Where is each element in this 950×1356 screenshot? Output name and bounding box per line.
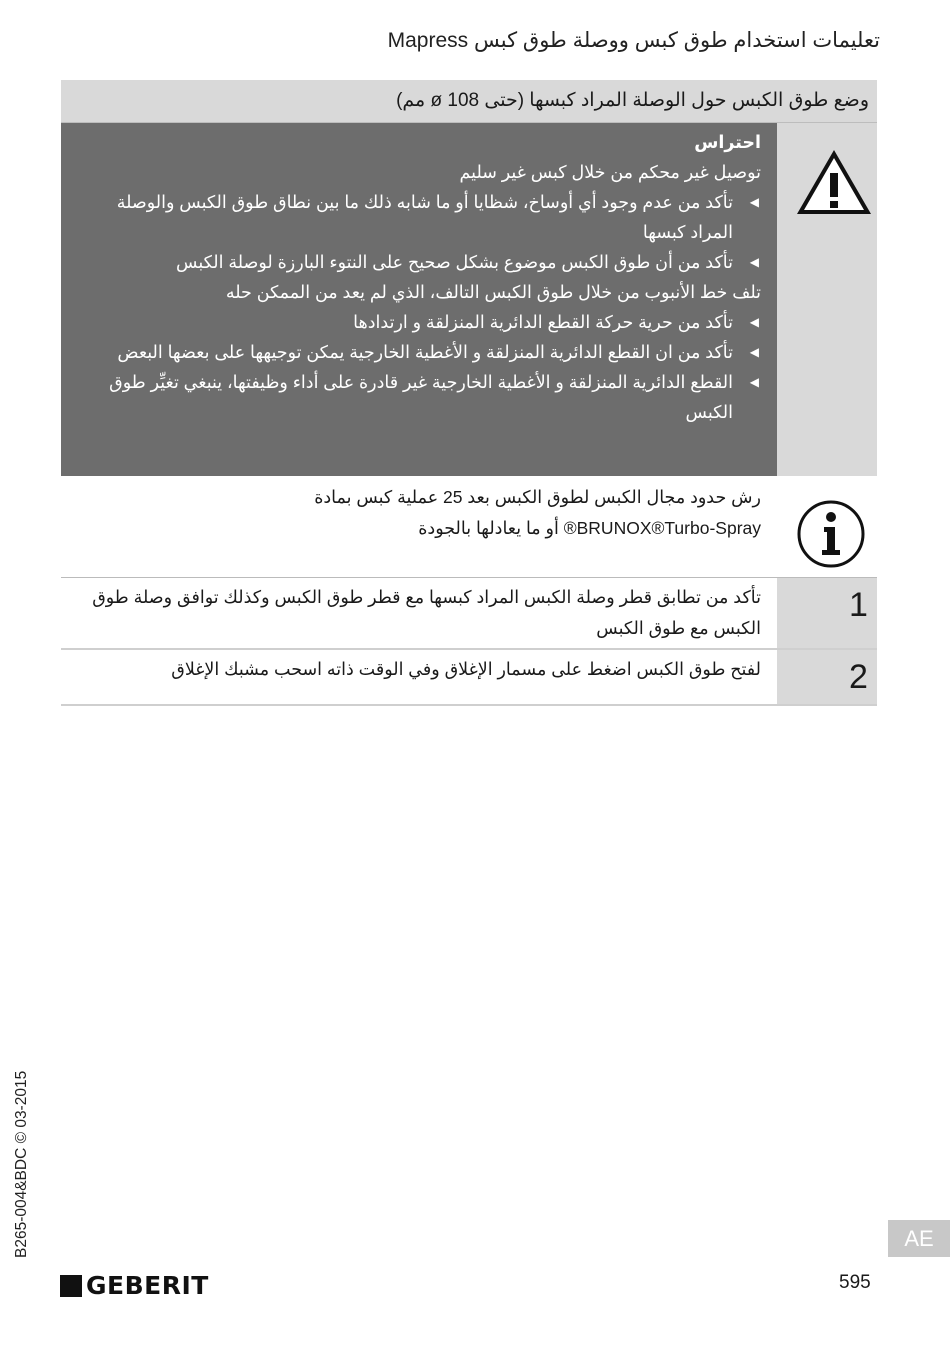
logo-square-icon xyxy=(60,1275,82,1297)
warning-block xyxy=(61,123,877,476)
warning-title: احتراس xyxy=(694,132,761,152)
warning-note: تلف خط الأنبوب من خلال طوق الكبس التالف، الذي لم يعد من الممكن حله xyxy=(225,282,761,302)
instruction-table xyxy=(61,80,877,706)
brand-name: GEBERIT xyxy=(86,1271,209,1300)
warning-bullet: ◀ تأكد من ان القطع الدائرية المنزلقة و الأغطية الخارجية يمكن توجيهها على بعضها البعض xyxy=(71,337,761,367)
info-text xyxy=(61,476,777,577)
warning-subtitle: توصيل غير محكم من خلال كبس غير سليم xyxy=(459,162,761,182)
warning-text xyxy=(61,123,777,476)
document-title: تعليمات استخدام طوق كبس ووصلة طوق كبس Mapress xyxy=(387,29,880,52)
warning-bullet: ◀ تأكد من أن طوق الكبس موضوع بشكل صحيح على النتوء البارزة لوصلة الكبس xyxy=(71,247,761,277)
document-reference: B265-004&BDC © 03-2015 xyxy=(13,1070,30,1258)
info-line: BRUNOX®Turbo-Spray® أو ما يعادلها بالجودة xyxy=(418,518,761,538)
warning-icon-cell xyxy=(777,123,877,476)
step-text: لفتح طوق الكبس اضغط على مسمار الإغلاق وفي الوقت ذاته اسحب مشبك الإغلاق xyxy=(171,659,761,679)
page-number: 595 xyxy=(839,1272,871,1293)
info-block xyxy=(61,476,877,578)
step-text: تأكد من تطابق قطر وصلة الكبس المراد كبسها مع قطر طوق الكبس وكذلك توافق وصلة طوق الكبس مع طوق الكبس xyxy=(92,587,761,638)
step-number: 1 xyxy=(777,578,877,648)
info-line: رش حدود مجال الكبس لطوق الكبس بعد 25 عملية كبس بمادة xyxy=(314,487,761,507)
step-number: 2 xyxy=(777,650,877,704)
brand-logo xyxy=(60,1271,209,1300)
language-tab: AE xyxy=(888,1220,950,1257)
warning-bullet: ◀ تأكد من حرية حركة القطع الدائرية المنزلقة و ارتدادها xyxy=(71,307,761,337)
warning-triangle-icon xyxy=(795,147,873,217)
info-circle-icon xyxy=(795,498,867,570)
warning-bullet: ◀ تأكد من عدم وجود أي أوساخ، شظايا أو ما شابه ذلك ما بين نطاق طوق الكبس والوصلة المراد كبسها xyxy=(71,187,761,247)
warning-bullet: ◀ القطع الدائرية المنزلقة و الأغطية الخارجية غير قادرة على أداء وظيفتها، ينبغي تغيِّر طوق الكبس xyxy=(71,367,761,427)
section-heading: وضع طوق الكبس حول الوصلة المراد كبسها (حتى ø 108 مم) xyxy=(61,80,877,123)
step-row xyxy=(61,578,877,650)
step-row xyxy=(61,650,877,706)
info-icon-cell xyxy=(777,476,877,577)
